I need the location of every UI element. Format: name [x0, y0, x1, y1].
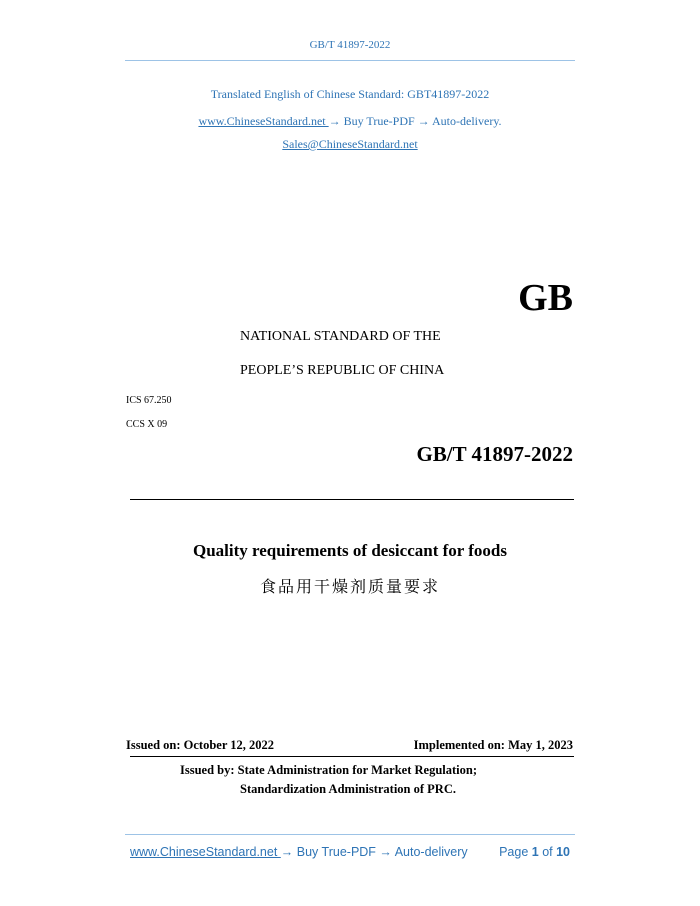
page-current: 1 — [531, 845, 539, 859]
page-of: of — [538, 845, 557, 859]
gb-logo-mark: GB — [518, 277, 573, 319]
site-link[interactable]: www.ChineseStandard.net — [198, 114, 329, 128]
national-standard-line1: NATIONAL STANDARD OF THE — [240, 329, 441, 344]
ccs-code: CCS X 09 — [126, 419, 168, 430]
issued-on-date: Issued on: October 12, 2022 — [126, 738, 275, 752]
footer-purchase-line — [130, 845, 468, 859]
page-indicator — [499, 845, 570, 859]
buy-true-pdf-text: Buy True-PDF — [340, 114, 418, 128]
implemented-on-date: Implemented on: May 1, 2023 — [413, 738, 573, 752]
sales-email-link[interactable]: Sales@ChineseStandard.net — [282, 137, 418, 151]
page-total: 10 — [556, 845, 570, 859]
arrow-icon: → — [379, 845, 392, 859]
translation-notice: Translated English of Chinese Standard: GBT41897-2022 — [210, 87, 490, 101]
standard-number: GB/T 41897-2022 — [416, 442, 573, 466]
arrow-icon: → — [280, 845, 294, 859]
footer-delivery-text: Auto-delivery — [391, 845, 468, 859]
page-label: Page — [499, 845, 532, 859]
header-divider — [125, 60, 575, 61]
ics-code: ICS 67.250 — [126, 395, 172, 406]
issued-by-line2: Standardization Administration of PRC. — [240, 782, 456, 796]
header-standard-code: GB/T 41897-2022 — [309, 39, 391, 51]
footer-buy-text: Buy True-PDF — [293, 845, 380, 859]
footer-site-link[interactable]: www.ChineseStandard.net — [130, 845, 281, 859]
national-standard-line2: PEOPLE’S REPUBLIC OF CHINA — [240, 363, 445, 378]
title-english: Quality requirements of desiccant for foods — [192, 541, 507, 560]
issuer-divider — [130, 756, 574, 757]
email-line — [0, 137, 700, 152]
arrow-icon: → — [417, 114, 430, 128]
issued-by-line1: Issued by: State Administration for Market Regulation; — [180, 763, 477, 777]
purchase-line — [0, 114, 700, 129]
title-chinese: 食品用干燥剂质量要求 — [259, 577, 440, 596]
auto-delivery-text: Auto-delivery. — [429, 114, 502, 128]
title-divider — [130, 499, 574, 500]
arrow-icon: → — [328, 114, 341, 128]
footer-divider — [125, 834, 575, 835]
